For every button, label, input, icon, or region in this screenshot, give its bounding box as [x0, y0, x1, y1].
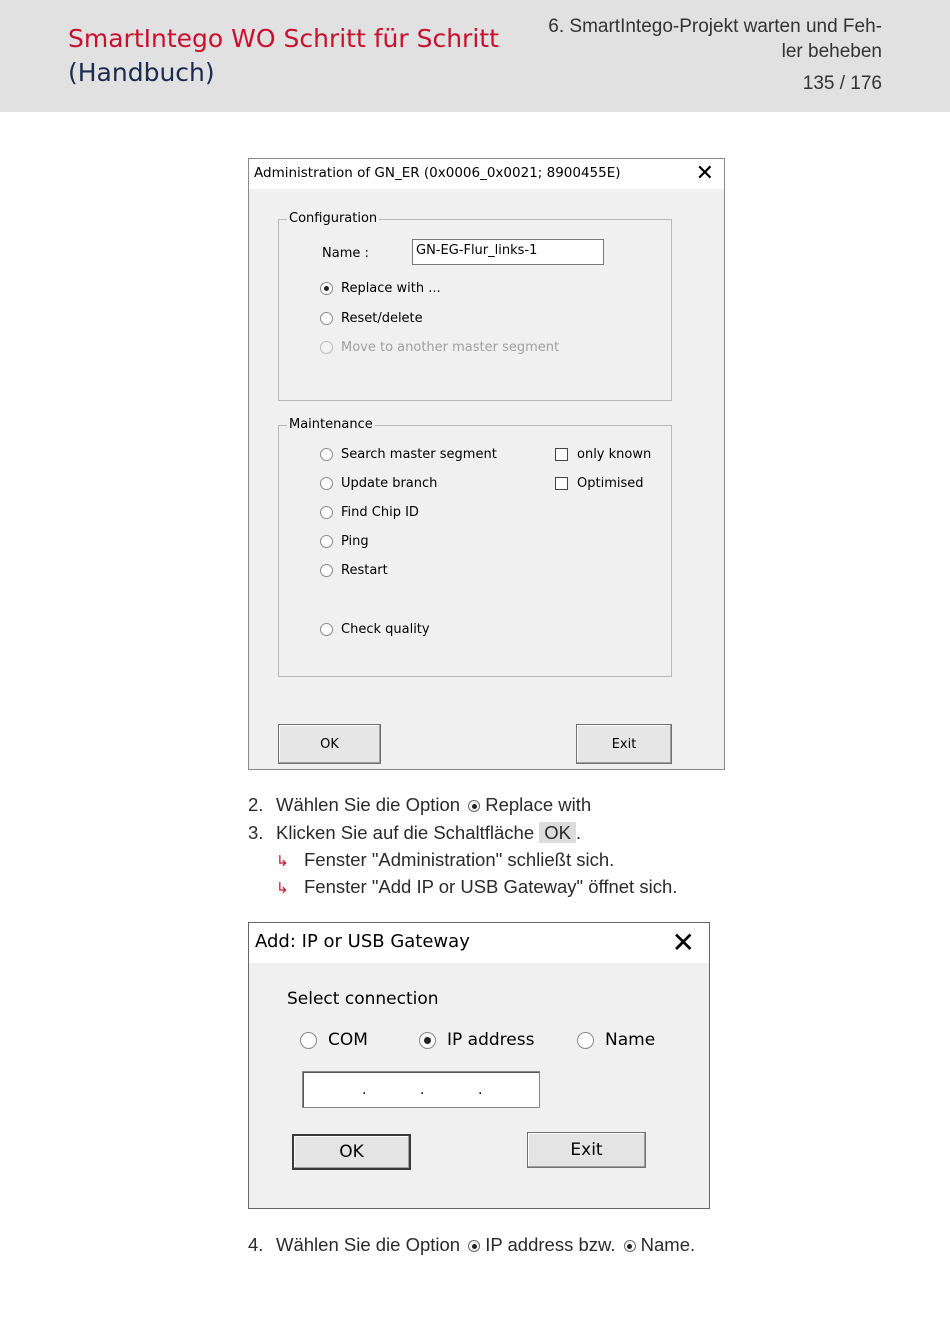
- radio-find-chip-id[interactable]: [320, 505, 419, 520]
- radio-move-master-segment: [320, 340, 559, 355]
- step-option: Replace with: [485, 794, 592, 815]
- result-arrow-icon: ↳: [276, 879, 289, 897]
- maintenance-group: [278, 417, 672, 677]
- radio-label: Find Chip ID: [341, 505, 419, 520]
- chapter-title-line1: 6. SmartIntego-Projekt warten und Feh-: [548, 16, 882, 37]
- ip-address-input[interactable]: [302, 1071, 540, 1108]
- dialog-titlebar: [249, 923, 709, 963]
- select-connection-label: Select connection: [287, 989, 439, 1009]
- step-text: Klicken Sie auf die Schaltfläche: [276, 822, 535, 843]
- radio-icon: [300, 1032, 317, 1049]
- radio-icon: [320, 448, 333, 461]
- radio-label: Check quality: [341, 622, 430, 637]
- radio-reset-delete[interactable]: [320, 311, 423, 326]
- step-text: Wählen Sie die Option: [276, 1234, 461, 1255]
- radio-label: Search master segment: [341, 447, 497, 462]
- add-gateway-dialog: [248, 922, 710, 1209]
- radio-icon: [577, 1032, 594, 1049]
- radio-icon: [320, 506, 333, 519]
- ok-button[interactable]: OK: [292, 1134, 411, 1170]
- dialog-titlebar: [249, 159, 724, 189]
- step-number: 2.: [248, 794, 264, 815]
- step-3: [248, 822, 581, 844]
- checkbox-optimised[interactable]: [555, 476, 644, 491]
- radio-icon: [320, 623, 333, 636]
- dialog-title: Administration of GN_ER (0x0006_0x0021; 8900455E): [254, 165, 621, 181]
- radio-label: Restart: [341, 563, 388, 578]
- checkbox-label: only known: [577, 447, 652, 462]
- result-text: Fenster "Add IP or USB Gateway" öffnet sich.: [304, 876, 678, 897]
- close-icon[interactable]: ✕: [695, 161, 714, 186]
- document-title-line1: SmartIntego WO Schritt für Schritt: [68, 24, 499, 53]
- radio-icon: [320, 564, 333, 577]
- ip-dot: .: [478, 1082, 483, 1098]
- checkbox-only-known[interactable]: [555, 447, 651, 462]
- maintenance-group-label: Maintenance: [289, 417, 373, 432]
- radio-disabled-icon: [320, 341, 333, 354]
- name-label: Name :: [322, 246, 369, 261]
- radio-replace-with[interactable]: [320, 281, 441, 296]
- radio-selected-icon: [468, 800, 480, 812]
- radio-name[interactable]: [577, 1030, 655, 1050]
- document-title-line2: (Handbuch): [68, 58, 215, 87]
- radio-ping[interactable]: [320, 534, 369, 549]
- dialog-title: Add: IP or USB Gateway: [255, 931, 470, 952]
- step-option: Name.: [640, 1234, 696, 1255]
- page-number: 135 / 176: [802, 73, 882, 94]
- radio-com[interactable]: [300, 1030, 368, 1050]
- radio-label: Ping: [341, 534, 369, 549]
- result-arrow-icon: ↳: [276, 852, 289, 870]
- ok-button[interactable]: OK: [278, 724, 381, 764]
- checkbox-icon: [555, 477, 568, 490]
- radio-icon: [320, 535, 333, 548]
- step-end: .: [576, 822, 582, 843]
- chapter-title: [522, 14, 882, 64]
- step-2: [248, 794, 591, 816]
- administration-dialog: [248, 158, 725, 770]
- step-option: IP address bzw.: [485, 1234, 616, 1255]
- step-number: 4.: [248, 1234, 264, 1255]
- radio-selected-icon: [320, 282, 333, 295]
- ip-dot: .: [362, 1082, 367, 1098]
- radio-selected-icon: [468, 1240, 480, 1252]
- step-number: 3.: [248, 822, 264, 843]
- name-input[interactable]: GN-EG-Flur_links-1: [412, 239, 604, 265]
- ip-dot: .: [420, 1082, 425, 1098]
- radio-label: Replace with ...: [341, 281, 441, 296]
- configuration-group-label: Configuration: [289, 211, 378, 226]
- checkbox-icon: [555, 448, 568, 461]
- result-1: [276, 849, 614, 871]
- radio-label: COM: [328, 1030, 368, 1050]
- radio-restart[interactable]: [320, 563, 388, 578]
- radio-update-branch[interactable]: [320, 476, 437, 491]
- radio-label: Update branch: [341, 476, 438, 491]
- radio-ip-address[interactable]: [419, 1030, 534, 1050]
- exit-button[interactable]: Exit: [576, 724, 672, 764]
- document-title: [68, 22, 499, 90]
- radio-selected-icon: [624, 1240, 636, 1252]
- radio-label: Move to another master segment: [341, 340, 560, 355]
- radio-icon: [320, 312, 333, 325]
- radio-label: Name: [605, 1030, 656, 1050]
- radio-check-quality[interactable]: [320, 622, 430, 637]
- button-reference: OK: [539, 822, 576, 843]
- radio-icon: [320, 477, 333, 490]
- radio-search-master-segment[interactable]: [320, 447, 497, 462]
- radio-label: IP address: [447, 1030, 535, 1050]
- close-icon[interactable]: ✕: [671, 926, 695, 959]
- step-text: Wählen Sie die Option: [276, 794, 461, 815]
- radio-label: Reset/delete: [341, 311, 423, 326]
- step-4: [248, 1234, 695, 1256]
- radio-selected-icon: [419, 1032, 436, 1049]
- checkbox-label: Optimised: [577, 476, 644, 491]
- result-2: [276, 876, 677, 898]
- page-header: [0, 0, 950, 112]
- result-text: Fenster "Administration" schließt sich.: [304, 849, 615, 870]
- exit-button[interactable]: Exit: [527, 1132, 646, 1168]
- chapter-title-line2: ler beheben: [781, 41, 882, 62]
